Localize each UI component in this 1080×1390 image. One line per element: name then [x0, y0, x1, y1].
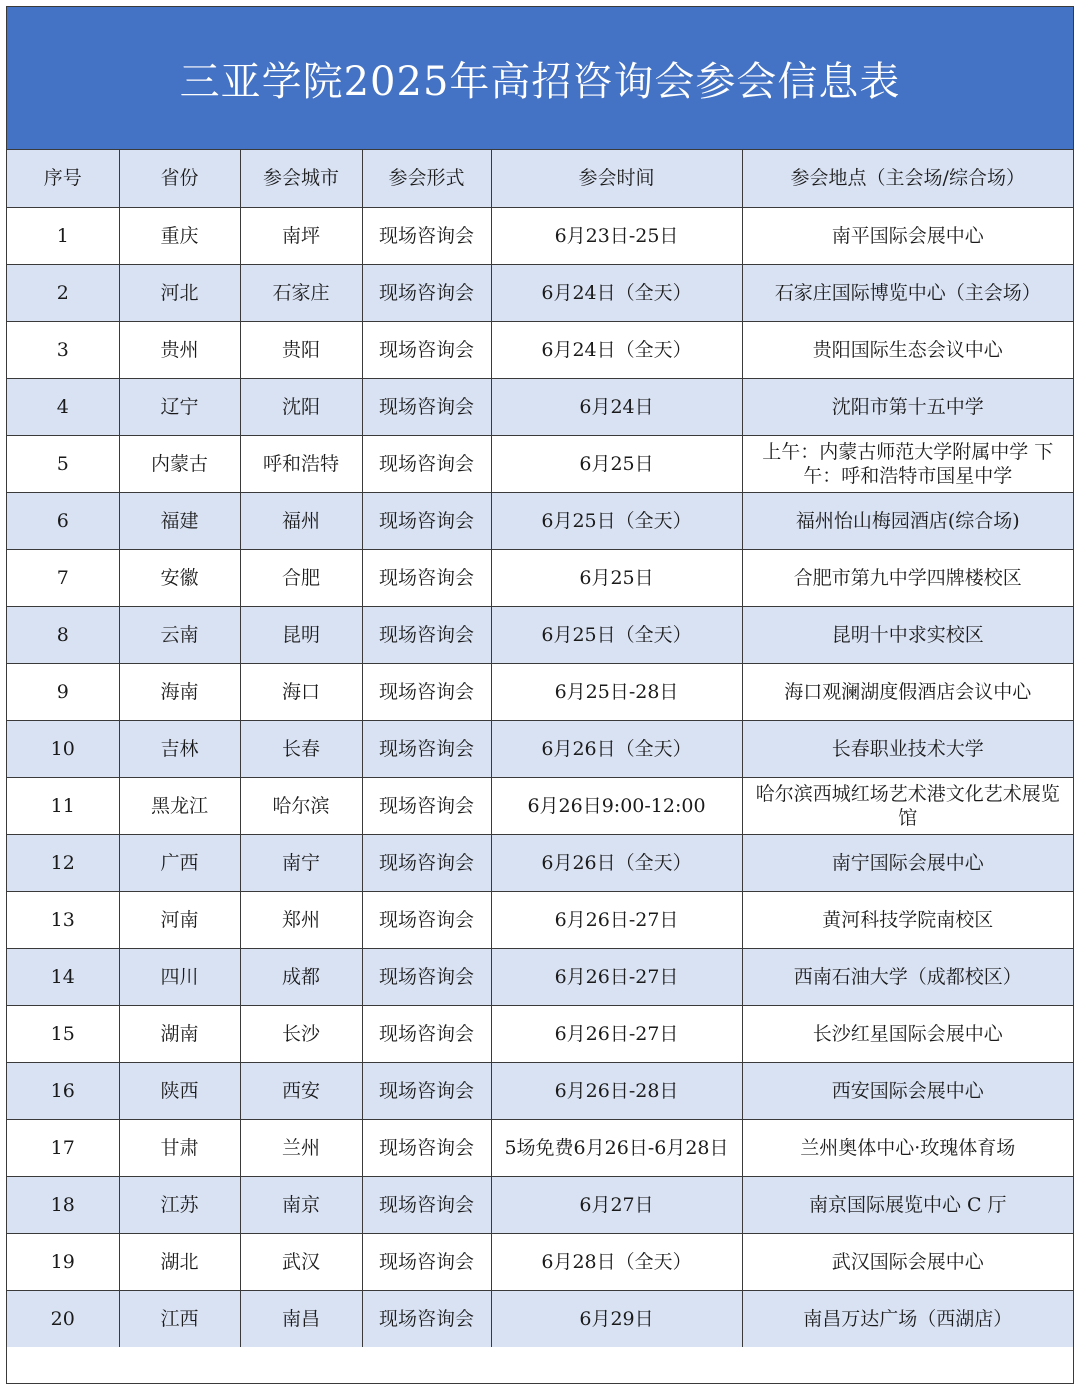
- page-title: 三亚学院2025年高招咨询会参会信息表: [179, 58, 901, 105]
- cell-time: 6月26日（全天）: [491, 834, 742, 891]
- cell-city: 福州: [240, 492, 362, 549]
- cell-city: 长春: [240, 720, 362, 777]
- cell-city: 贵阳: [240, 321, 362, 378]
- cell-time: 6月26日9:00-12:00: [491, 777, 742, 834]
- cell-province: 海南: [119, 663, 240, 720]
- cell-venue: 南京国际展览中心 C 厅: [742, 1176, 1073, 1233]
- table-row: [7, 720, 1073, 777]
- table-row: [7, 492, 1073, 549]
- cell-city: 南坪: [240, 207, 362, 264]
- cell-time: 6月23日-25日: [491, 207, 742, 264]
- cell-format: 现场咨询会: [362, 378, 491, 435]
- table-row: [7, 207, 1073, 264]
- cell-time: 6月28日（全天）: [491, 1233, 742, 1290]
- cell-time: 6月26日-28日: [491, 1062, 742, 1119]
- cell-index: 9: [7, 663, 119, 720]
- cell-format: 现场咨询会: [362, 1062, 491, 1119]
- info-sheet: [6, 6, 1074, 1384]
- cell-venue: 福州怡山梅园酒店(综合场): [742, 492, 1073, 549]
- table-row: [7, 435, 1073, 492]
- cell-index: 8: [7, 606, 119, 663]
- header-index: 序号: [7, 150, 119, 207]
- cell-province: 甘肃: [119, 1119, 240, 1176]
- cell-index: 15: [7, 1005, 119, 1062]
- cell-city: 南昌: [240, 1290, 362, 1347]
- cell-city: 西安: [240, 1062, 362, 1119]
- cell-format: 现场咨询会: [362, 720, 491, 777]
- cell-province: 江苏: [119, 1176, 240, 1233]
- cell-province: 黑龙江: [119, 777, 240, 834]
- cell-province: 福建: [119, 492, 240, 549]
- cell-province: 湖南: [119, 1005, 240, 1062]
- table-row: [7, 378, 1073, 435]
- cell-index: 11: [7, 777, 119, 834]
- cell-venue: 合肥市第九中学四牌楼校区: [742, 549, 1073, 606]
- cell-venue: 兰州奥体中心·玫瑰体育场: [742, 1119, 1073, 1176]
- cell-city: 南宁: [240, 834, 362, 891]
- table-row: [7, 264, 1073, 321]
- cell-venue: 南昌万达广场（西湖店）: [742, 1290, 1073, 1347]
- cell-format: 现场咨询会: [362, 1290, 491, 1347]
- table-row: [7, 834, 1073, 891]
- cell-venue: 石家庄国际博览中心（主会场）: [742, 264, 1073, 321]
- cell-time: 6月29日: [491, 1290, 742, 1347]
- cell-city: 成都: [240, 948, 362, 1005]
- cell-venue: 沈阳市第十五中学: [742, 378, 1073, 435]
- cell-index: 19: [7, 1233, 119, 1290]
- table-body: [7, 207, 1073, 1347]
- cell-province: 四川: [119, 948, 240, 1005]
- cell-province: 江西: [119, 1290, 240, 1347]
- cell-city: 兰州: [240, 1119, 362, 1176]
- cell-index: 4: [7, 378, 119, 435]
- cell-time: 6月25日: [491, 435, 742, 492]
- cell-venue: 贵阳国际生态会议中心: [742, 321, 1073, 378]
- cell-city: 沈阳: [240, 378, 362, 435]
- cell-venue: 西安国际会展中心: [742, 1062, 1073, 1119]
- cell-province: 贵州: [119, 321, 240, 378]
- cell-index: 16: [7, 1062, 119, 1119]
- table-row: [7, 549, 1073, 606]
- cell-city: 南京: [240, 1176, 362, 1233]
- cell-time: 6月24日（全天）: [491, 321, 742, 378]
- cell-province: 重庆: [119, 207, 240, 264]
- cell-city: 郑州: [240, 891, 362, 948]
- cell-index: 1: [7, 207, 119, 264]
- table-row: [7, 606, 1073, 663]
- cell-venue: 上午：内蒙古师范大学附属中学 下午：呼和浩特市国星中学: [742, 435, 1073, 492]
- cell-city: 长沙: [240, 1005, 362, 1062]
- cell-time: 6月25日（全天）: [491, 606, 742, 663]
- cell-province: 河北: [119, 264, 240, 321]
- cell-format: 现场咨询会: [362, 1176, 491, 1233]
- cell-index: 7: [7, 549, 119, 606]
- cell-venue: 黄河科技学院南校区: [742, 891, 1073, 948]
- cell-time: 6月25日（全天）: [491, 492, 742, 549]
- cell-format: 现场咨询会: [362, 435, 491, 492]
- cell-venue: 南宁国际会展中心: [742, 834, 1073, 891]
- cell-province: 内蒙古: [119, 435, 240, 492]
- cell-time: 6月26日-27日: [491, 1005, 742, 1062]
- cell-venue: 海口观澜湖度假酒店会议中心: [742, 663, 1073, 720]
- cell-index: 13: [7, 891, 119, 948]
- cell-city: 合肥: [240, 549, 362, 606]
- cell-format: 现场咨询会: [362, 663, 491, 720]
- cell-format: 现场咨询会: [362, 207, 491, 264]
- cell-city: 哈尔滨: [240, 777, 362, 834]
- cell-time: 6月26日-27日: [491, 948, 742, 1005]
- cell-city: 昆明: [240, 606, 362, 663]
- cell-province: 云南: [119, 606, 240, 663]
- header-venue: 参会地点（主会场/综合场）: [742, 150, 1073, 207]
- header-format: 参会形式: [362, 150, 491, 207]
- cell-index: 12: [7, 834, 119, 891]
- table-row: [7, 663, 1073, 720]
- cell-index: 20: [7, 1290, 119, 1347]
- cell-venue: 长沙红星国际会展中心: [742, 1005, 1073, 1062]
- cell-time: 6月25日-28日: [491, 663, 742, 720]
- table-row: [7, 948, 1073, 1005]
- title-bar: [7, 7, 1073, 150]
- cell-province: 吉林: [119, 720, 240, 777]
- cell-format: 现场咨询会: [362, 948, 491, 1005]
- table-row: [7, 891, 1073, 948]
- cell-time: 6月25日: [491, 549, 742, 606]
- info-table: [7, 150, 1073, 1347]
- cell-province: 湖北: [119, 1233, 240, 1290]
- cell-format: 现场咨询会: [362, 1119, 491, 1176]
- cell-time: 5场免费6月26日-6月28日: [491, 1119, 742, 1176]
- cell-index: 18: [7, 1176, 119, 1233]
- cell-format: 现场咨询会: [362, 606, 491, 663]
- cell-time: 6月24日: [491, 378, 742, 435]
- cell-format: 现场咨询会: [362, 264, 491, 321]
- cell-time: 6月26日-27日: [491, 891, 742, 948]
- cell-venue: 长春职业技术大学: [742, 720, 1073, 777]
- cell-index: 6: [7, 492, 119, 549]
- header-city: 参会城市: [240, 150, 362, 207]
- table-row: [7, 1062, 1073, 1119]
- header-time: 参会时间: [491, 150, 742, 207]
- cell-city: 海口: [240, 663, 362, 720]
- table-row: [7, 1119, 1073, 1176]
- table-header-row: [7, 150, 1073, 207]
- cell-index: 14: [7, 948, 119, 1005]
- cell-province: 广西: [119, 834, 240, 891]
- cell-format: 现场咨询会: [362, 1233, 491, 1290]
- cell-venue: 南平国际会展中心: [742, 207, 1073, 264]
- cell-index: 17: [7, 1119, 119, 1176]
- cell-format: 现场咨询会: [362, 777, 491, 834]
- cell-index: 3: [7, 321, 119, 378]
- cell-province: 辽宁: [119, 378, 240, 435]
- table-row: [7, 777, 1073, 834]
- cell-venue: 武汉国际会展中心: [742, 1233, 1073, 1290]
- table-row: [7, 321, 1073, 378]
- table-row: [7, 1233, 1073, 1290]
- cell-format: 现场咨询会: [362, 834, 491, 891]
- table-row: [7, 1176, 1073, 1233]
- cell-time: 6月26日（全天）: [491, 720, 742, 777]
- table-row: [7, 1290, 1073, 1347]
- cell-city: 武汉: [240, 1233, 362, 1290]
- cell-city: 石家庄: [240, 264, 362, 321]
- table-row: [7, 1005, 1073, 1062]
- cell-format: 现场咨询会: [362, 1005, 491, 1062]
- cell-index: 10: [7, 720, 119, 777]
- cell-format: 现场咨询会: [362, 321, 491, 378]
- cell-format: 现场咨询会: [362, 492, 491, 549]
- cell-province: 陕西: [119, 1062, 240, 1119]
- cell-province: 河南: [119, 891, 240, 948]
- cell-city: 呼和浩特: [240, 435, 362, 492]
- cell-format: 现场咨询会: [362, 891, 491, 948]
- cell-venue: 哈尔滨西城红场艺术港文化艺术展览馆: [742, 777, 1073, 834]
- cell-time: 6月27日: [491, 1176, 742, 1233]
- cell-venue: 昆明十中求实校区: [742, 606, 1073, 663]
- cell-time: 6月24日（全天）: [491, 264, 742, 321]
- cell-province: 安徽: [119, 549, 240, 606]
- cell-index: 2: [7, 264, 119, 321]
- cell-venue: 西南石油大学（成都校区）: [742, 948, 1073, 1005]
- cell-index: 5: [7, 435, 119, 492]
- header-province: 省份: [119, 150, 240, 207]
- cell-format: 现场咨询会: [362, 549, 491, 606]
